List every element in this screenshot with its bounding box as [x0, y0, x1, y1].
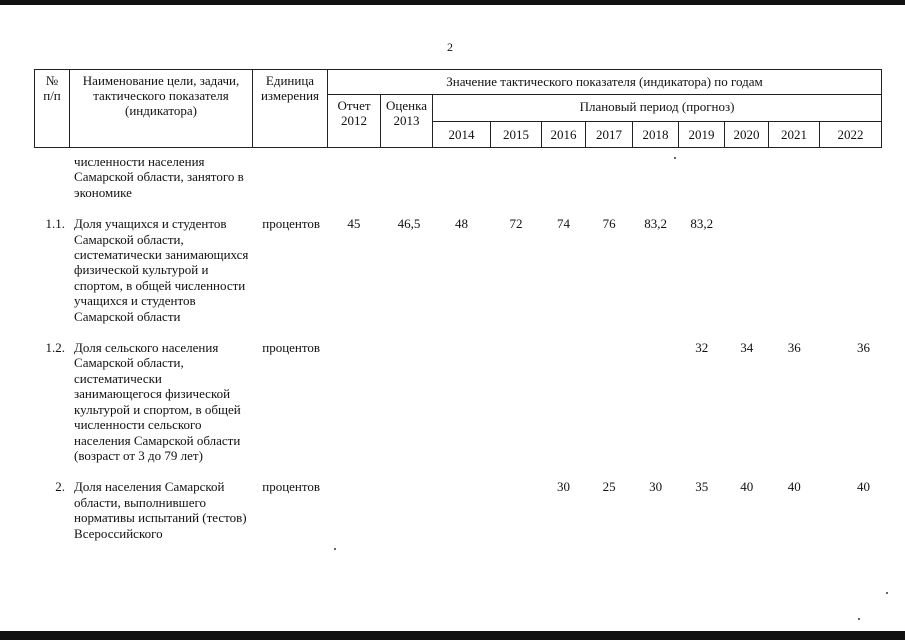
- row-value: 30: [557, 479, 571, 495]
- row-name: Доля сельского населения Самарской области, систематически занимающегося физической культурой и спортом, в общей численности сельского населения Самарской области (возраст от 3 до 79 лет): [74, 340, 241, 463]
- row-unit: [252, 154, 327, 200]
- row-value: 36: [857, 340, 870, 356]
- row-value: [679, 154, 725, 200]
- row-value: [769, 154, 820, 200]
- row-value: 35: [695, 479, 709, 495]
- row-value: [380, 340, 432, 463]
- header-report-2012: Отчет 2012: [328, 95, 381, 148]
- bottom-scan-border: [0, 631, 905, 640]
- row-value: 76: [602, 216, 616, 232]
- header-number: № п/п: [35, 70, 70, 148]
- row-value: 25: [602, 479, 616, 495]
- row-value: 48: [454, 216, 468, 232]
- row-value: [380, 154, 432, 200]
- page-number: 2: [447, 40, 453, 54]
- row-unit: процентов: [262, 216, 321, 232]
- indicator-table-body: [34, 154, 882, 541]
- top-scan-border: [0, 0, 905, 5]
- row-value: [380, 479, 432, 541]
- indicator-table-header: [34, 69, 882, 148]
- table-row: [34, 479, 882, 541]
- row-value: 40: [740, 479, 754, 495]
- row-value: [327, 479, 380, 541]
- table-row: [34, 340, 882, 463]
- row-value: [586, 154, 633, 200]
- header-year: 2020: [725, 122, 769, 148]
- row-unit: процентов: [262, 340, 321, 356]
- row-value: [769, 216, 820, 324]
- row-value: 83,2: [690, 216, 714, 232]
- row-value: 40: [857, 479, 870, 495]
- table-row: [34, 154, 882, 200]
- row-value: [633, 154, 679, 200]
- scan-speck: [674, 157, 676, 159]
- row-value: [432, 340, 490, 463]
- row-value: [432, 479, 490, 541]
- row-name: Доля населения Самарской области, выполнившего нормативы испытаний (тестов) Всероссийского: [74, 479, 247, 541]
- row-unit: процентов: [262, 479, 321, 495]
- row-number: [34, 154, 69, 200]
- table-row: [34, 216, 882, 324]
- row-value: 74: [557, 216, 571, 232]
- row-value: 72: [509, 216, 523, 232]
- row-value: [432, 154, 490, 200]
- row-value: 46,5: [397, 216, 421, 232]
- row-value: [490, 479, 541, 541]
- header-year: 2015: [491, 122, 542, 148]
- scan-speck: [886, 592, 888, 594]
- scan-speck: [334, 548, 336, 550]
- row-value: [542, 340, 586, 463]
- row-number: 1.1.: [45, 216, 66, 232]
- header-values: Значение тактического показателя (индикатора) по годам: [328, 70, 882, 95]
- row-value: 83,2: [644, 216, 668, 232]
- header-year: 2014: [433, 122, 491, 148]
- row-value: [820, 216, 882, 324]
- header-year: 2017: [586, 122, 633, 148]
- header-year: 2016: [542, 122, 586, 148]
- header-name: Наименование цели, задачи, тактического показателя (индикатора): [70, 70, 253, 148]
- row-value: [542, 154, 586, 200]
- row-number: 1.2.: [45, 340, 66, 356]
- row-value: 36: [787, 340, 801, 356]
- row-name: Доля учащихся и студентов Самарской области, систематически занимающихся физической культурой и спортом, в общей численности учащихся и студентов Самарской области: [74, 216, 249, 324]
- row-value: [725, 154, 769, 200]
- header-year: 2019: [679, 122, 725, 148]
- header-estimate-2013: Оценка 2013: [381, 95, 433, 148]
- row-name: численности населения Самарской области, занятого в экономике: [74, 154, 244, 200]
- row-value: [490, 154, 541, 200]
- row-value: 32: [695, 340, 709, 356]
- row-value: [725, 216, 769, 324]
- scan-speck: [858, 618, 860, 620]
- row-value: [586, 340, 633, 463]
- row-value: [633, 340, 679, 463]
- header-year: 2021: [769, 122, 820, 148]
- row-value: 34: [740, 340, 754, 356]
- row-value: [490, 340, 541, 463]
- row-value: [820, 154, 882, 200]
- row-number: 2.: [55, 479, 66, 495]
- row-value: 45: [347, 216, 361, 232]
- header-year: 2022: [820, 122, 882, 148]
- row-value: [327, 340, 380, 463]
- header-plan-period: Плановый период (прогноз): [433, 95, 882, 122]
- header-unit: Единица измерения: [253, 70, 328, 148]
- row-value: [327, 154, 380, 200]
- row-value: 30: [649, 479, 663, 495]
- row-value: 40: [787, 479, 801, 495]
- header-year: 2018: [633, 122, 679, 148]
